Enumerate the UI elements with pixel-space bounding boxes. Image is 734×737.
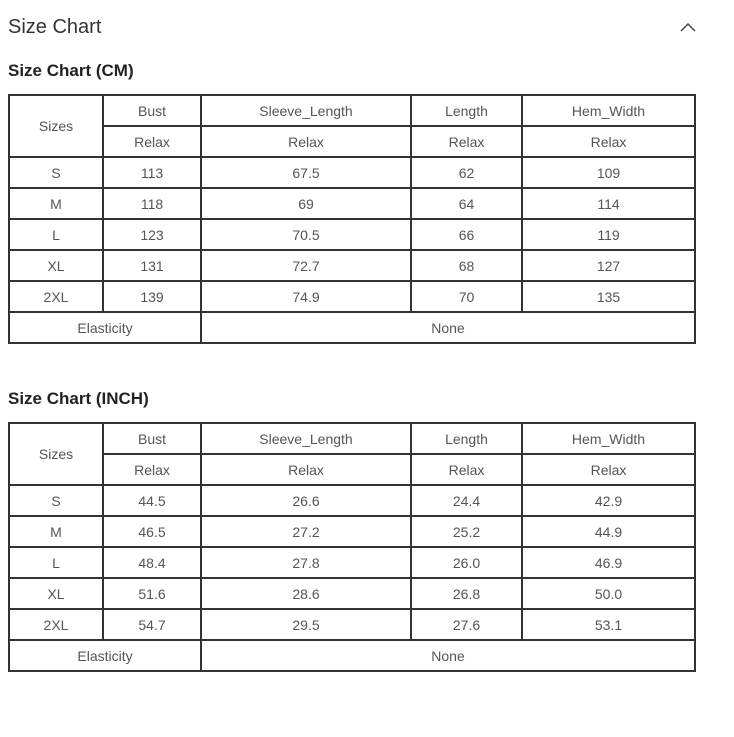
elasticity-value: None (201, 312, 695, 343)
value-cell: 50.0 (522, 578, 695, 609)
value-cell: 44.9 (522, 516, 695, 547)
column-header: Sleeve_Length (201, 423, 411, 454)
size-cell: L (9, 219, 103, 250)
size-cell: S (9, 157, 103, 188)
elasticity-value: None (201, 640, 695, 671)
value-cell: 27.6 (411, 609, 522, 640)
value-cell: 109 (522, 157, 695, 188)
value-cell: 131 (103, 250, 201, 281)
size-chart-header[interactable] (8, 14, 698, 42)
size-table-cm (8, 94, 696, 344)
value-cell: 27.2 (201, 516, 411, 547)
elasticity-label: Elasticity (9, 640, 201, 671)
size-cell: L (9, 547, 103, 578)
size-cell: M (9, 188, 103, 219)
elasticity-row (9, 312, 695, 343)
table-row (9, 516, 695, 547)
column-header: Bust (103, 423, 201, 454)
size-cell: XL (9, 578, 103, 609)
value-cell: 67.5 (201, 157, 411, 188)
cm-section-title: Size Chart (CM) (8, 61, 134, 80)
column-header: Bust (103, 95, 201, 126)
subheader-cell: Relax (522, 454, 695, 485)
subheader-cell: Relax (201, 126, 411, 157)
table-subheader-row (9, 454, 695, 485)
size-cell: 2XL (9, 609, 103, 640)
value-cell: 113 (103, 157, 201, 188)
table-row (9, 188, 695, 219)
subheader-cell: Relax (103, 454, 201, 485)
value-cell: 139 (103, 281, 201, 312)
table-row (9, 281, 695, 312)
value-cell: 114 (522, 188, 695, 219)
column-header: Hem_Width (522, 423, 695, 454)
value-cell: 123 (103, 219, 201, 250)
column-header: Sleeve_Length (201, 95, 411, 126)
value-cell: 54.7 (103, 609, 201, 640)
size-cell: M (9, 516, 103, 547)
value-cell: 66 (411, 219, 522, 250)
value-cell: 51.6 (103, 578, 201, 609)
size-cell: XL (9, 250, 103, 281)
size-chart-title: Size Chart (8, 16, 102, 38)
table-header-row (9, 423, 695, 454)
table-row (9, 547, 695, 578)
value-cell: 64 (411, 188, 522, 219)
value-cell: 29.5 (201, 609, 411, 640)
value-cell: 46.9 (522, 547, 695, 578)
table-row (9, 485, 695, 516)
size-table-inch (8, 422, 696, 672)
value-cell: 119 (522, 219, 695, 250)
value-cell: 26.0 (411, 547, 522, 578)
value-cell: 72.7 (201, 250, 411, 281)
subheader-cell: Relax (201, 454, 411, 485)
value-cell: 68 (411, 250, 522, 281)
subheader-cell: Relax (411, 454, 522, 485)
sizes-header-cell: Sizes (9, 423, 103, 485)
table-header-row (9, 95, 695, 126)
chevron-up-icon[interactable] (678, 18, 698, 38)
column-header: Length (411, 95, 522, 126)
table-row (9, 157, 695, 188)
value-cell: 70 (411, 281, 522, 312)
value-cell: 24.4 (411, 485, 522, 516)
value-cell: 42.9 (522, 485, 695, 516)
value-cell: 28.6 (201, 578, 411, 609)
table-row (9, 578, 695, 609)
value-cell: 27.8 (201, 547, 411, 578)
subheader-cell: Relax (411, 126, 522, 157)
value-cell: 74.9 (201, 281, 411, 312)
elasticity-label: Elasticity (9, 312, 201, 343)
inch-section-title: Size Chart (INCH) (8, 389, 149, 408)
table-subheader-row (9, 126, 695, 157)
value-cell: 118 (103, 188, 201, 219)
value-cell: 135 (522, 281, 695, 312)
subheader-cell: Relax (103, 126, 201, 157)
value-cell: 70.5 (201, 219, 411, 250)
value-cell: 127 (522, 250, 695, 281)
table-row (9, 219, 695, 250)
value-cell: 26.8 (411, 578, 522, 609)
subheader-cell: Relax (522, 126, 695, 157)
column-header: Hem_Width (522, 95, 695, 126)
value-cell: 69 (201, 188, 411, 219)
value-cell: 44.5 (103, 485, 201, 516)
value-cell: 26.6 (201, 485, 411, 516)
elasticity-row (9, 640, 695, 671)
table-row (9, 250, 695, 281)
size-cell: 2XL (9, 281, 103, 312)
table-row (9, 609, 695, 640)
value-cell: 46.5 (103, 516, 201, 547)
value-cell: 25.2 (411, 516, 522, 547)
value-cell: 48.4 (103, 547, 201, 578)
size-cell: S (9, 485, 103, 516)
sizes-header-cell: Sizes (9, 95, 103, 157)
value-cell: 53.1 (522, 609, 695, 640)
column-header: Length (411, 423, 522, 454)
value-cell: 62 (411, 157, 522, 188)
